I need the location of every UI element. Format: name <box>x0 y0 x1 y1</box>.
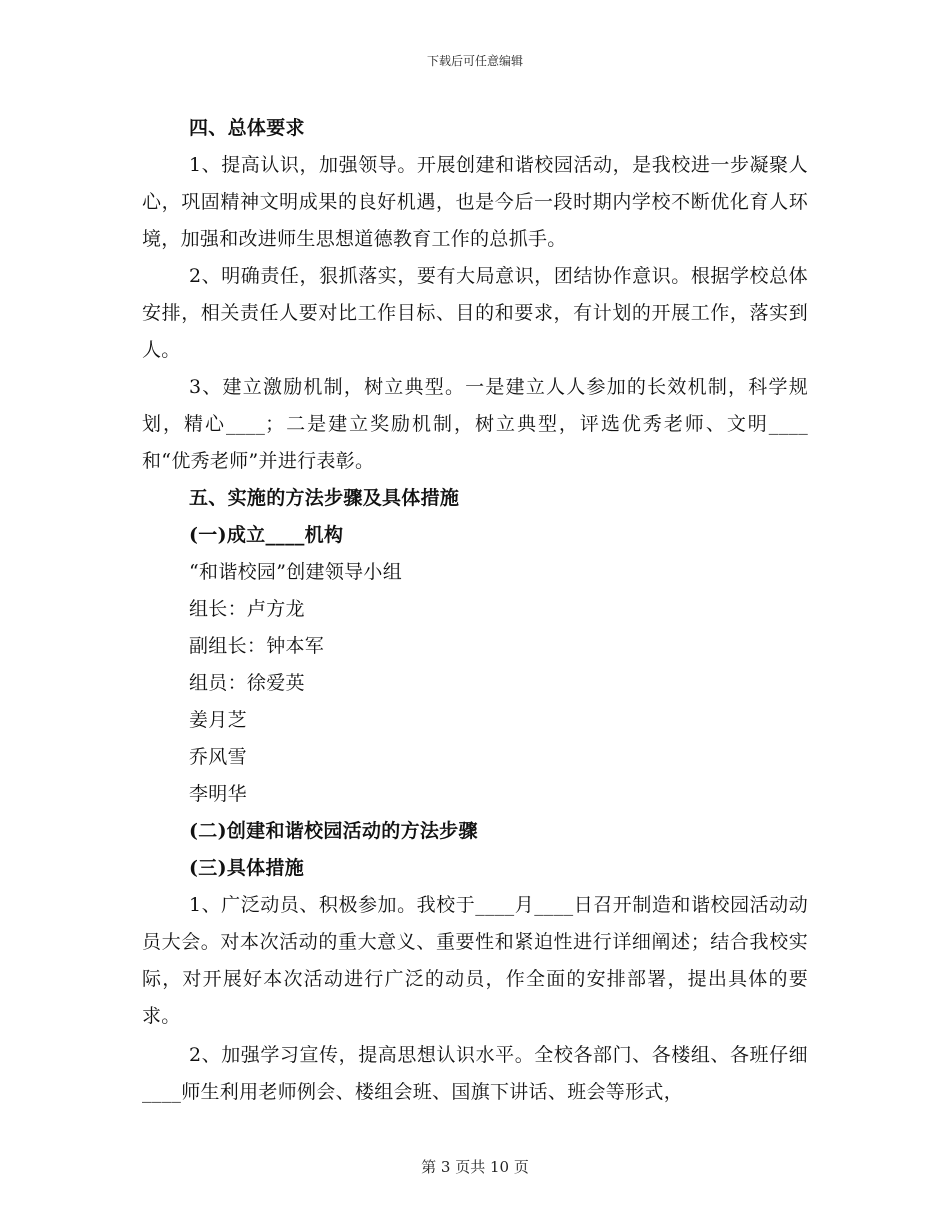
subsection-heading: (三)具体措施 <box>189 857 305 879</box>
paragraph: 1、广泛动员、积极参加。我校于____月____日召开制造和谐校园活动动员大会。对本次活动的重大意义、重要性和紧迫性进行详细阐述；结合我校实际，对开展好本次活动进行广泛的动员，作全面的安排部署，提出具体的要求。 <box>142 894 808 1027</box>
subsection-heading: (一)成立____机构 <box>189 524 344 546</box>
text-line: 姜月芝 <box>189 709 247 731</box>
text-line: 乔风雪 <box>189 746 247 768</box>
paragraph: 2、加强学习宣传，提高思想认识水平。全校各部门、各楼组、各班仔细____师生利用老师例会、楼组会班、国旗下讲话、班会等形式， <box>142 1044 808 1103</box>
subsection-heading: (二)创建和谐校园活动的方法步骤 <box>189 820 478 842</box>
paragraph: 1、提高认识，加强领导。开展创建和谐校园活动，是我校进一步凝聚人心，巩固精神文明成果的良好机遇，也是今后一段时期内学校不断优化育人环境，加强和改进师生思想道德教育工作的总抓手。 <box>142 154 808 250</box>
section-heading: 五、实施的方法步骤及具体措施 <box>189 487 460 509</box>
paragraph: 2、明确责任，狠抓落实，要有大局意识，团结协作意识。根据学校总体安排，相关责任人要对比工作目标、目的和要求，有计划的开展工作，落实到人。 <box>142 265 808 361</box>
text-line: 组员：徐爱英 <box>189 672 305 694</box>
text-line: 组长：卢方龙 <box>189 598 305 620</box>
text-line: “和谐校园”创建领导小组 <box>189 561 403 583</box>
page-header: 下载后可任意编辑 <box>426 54 523 68</box>
text-line: 副组长：钟本军 <box>189 635 325 657</box>
paragraph: 3、建立激励机制，树立典型。一是建立人人参加的长效机制，科学规划，精心____；二是建立奖励机制，树立典型，评选优秀老师、文明____和“优秀老师”并进行表彰。 <box>142 376 808 472</box>
document-body <box>142 110 808 1111</box>
section-heading: 四、总体要求 <box>189 117 305 139</box>
page-footer: 第 3 页共 10 页 <box>421 1158 529 1176</box>
text-line: 李明华 <box>189 783 247 805</box>
